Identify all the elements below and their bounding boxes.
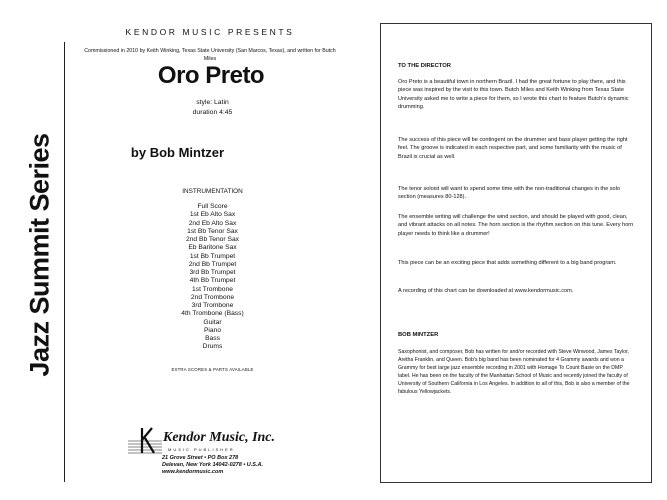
instrument-item: 2nd Trombone bbox=[190, 293, 235, 301]
director-paragraph: The ensemble writing will challenge the wind section, and should be played with good, clean, and vibrant attacks on all notes. The horn section is the rhythm section on this tune. Every horn player needs to think like a drummer! bbox=[398, 214, 634, 237]
instrument-item: 2nd Bb Tenor Sax bbox=[185, 236, 240, 243]
publisher-banner: KENDOR MUSIC PRESENTS bbox=[125, 27, 295, 37]
instrument-item: 1st Bb Trumpet bbox=[189, 252, 236, 260]
director-heading: TO THE DIRECTOR bbox=[398, 63, 451, 69]
duration-label: duration 4:45 bbox=[192, 109, 233, 116]
instrument-item: Bass bbox=[205, 335, 220, 342]
kendor-logo-icon bbox=[128, 425, 162, 457]
instrument-item: 4th Bb Trumpet bbox=[189, 277, 236, 285]
style-duration bbox=[80, 98, 345, 118]
director-paragraph: This piece can be an exciting piece that adds something different to a big band program. bbox=[398, 260, 617, 266]
director-paragraph: The tenor soloist will want to spend some time with the non-traditional changes in the solo section (measures 80-128). bbox=[398, 186, 621, 201]
instrument-item: 2nd Bb Trumpet bbox=[188, 260, 237, 268]
instrument-item: Drums bbox=[202, 343, 223, 351]
bio-heading: BOB MINTZER bbox=[398, 332, 439, 338]
instrument-item: 1st Trombone bbox=[192, 285, 233, 293]
address-line: Delevan, New York 14042-0278 • U.S.A. bbox=[162, 462, 263, 468]
notes-page bbox=[380, 23, 652, 483]
instrument-item: Eb Baritone Sax bbox=[188, 244, 237, 252]
instrument-item: 4th Trombone (Bass) bbox=[181, 310, 244, 318]
instrumentation-list bbox=[80, 203, 345, 352]
instrument-item: 3rd Trombone bbox=[191, 302, 234, 309]
instrumentation-heading: INSTRUMENTATION bbox=[182, 188, 243, 195]
publisher-tagline: MUSIC PUBLISHER bbox=[168, 447, 235, 452]
director-paragraph: A recording of this chart can be downloaded at www.kendormusic.com. bbox=[398, 288, 574, 294]
address-line: 21 Grove Street • PO Box 278 bbox=[162, 455, 239, 461]
director-paragraph: Oro Preto is a beautiful town in northern Brazil. I had the great fortune to play there, and this piece was inspired by the visit to this town. Butch Miles and Keith Winking from Texas State University asked me to write a piece for them, so I wrote this chart to feature Butch's dynamic drumming. bbox=[398, 79, 629, 111]
instrument-item: 2nd Eb Alto Sax bbox=[188, 219, 237, 227]
instrument-item: Piano bbox=[203, 326, 222, 334]
extras-note: EXTRA SCORES & PARTS AVAILABLE bbox=[171, 367, 254, 372]
website: www.kendormusic.com bbox=[162, 469, 224, 475]
piece-title: Oro Preto bbox=[157, 62, 265, 89]
instrument-item: 1st Eb Alto Sax bbox=[189, 211, 236, 219]
publisher-name: Kendor Music, Inc. bbox=[163, 430, 276, 445]
instrument-item: 3rd Bb Trumpet bbox=[189, 269, 236, 276]
instrument-item: Full Score bbox=[197, 203, 228, 210]
composer-credit: by Bob Mintzer bbox=[130, 145, 225, 160]
commission-note: Commissioned in 2010 by Keith Winking, Texas State University (San Marcos, Texas), and written for Butch Miles bbox=[84, 48, 336, 62]
instrument-item: Guitar bbox=[203, 318, 222, 326]
style-label: style: Latin bbox=[196, 99, 229, 106]
series-title: Jazz Summit Series bbox=[24, 133, 55, 377]
director-paragraph: The success of this piece will be contingent on the drummer and bass player getting the right feel. The groove is indicated in each respective part, and some familiarity with the music of Brazil is crucial as well. bbox=[398, 137, 628, 160]
bio-text: Saxophonist, and composer, Bob has written for and/or recorded with Steve Winwood, James Taylor, Aretha Franklin, and Queen. Bob's big band has been nominated for 4 Grammy awards and won a Grammy for best large jazz ensemble recording in 2001 with Homage To Count Basie on the DMP label. He has been on the faculty of the Manhattan School of Music and recently joined the faculty of University of Southern California in Los Angeles. In addition to all of this, Bob is also a member of the fabulous Yellowjackets. bbox=[398, 349, 630, 395]
series-divider bbox=[64, 42, 65, 482]
instrument-item: 1st Bb Tenor Sax bbox=[187, 227, 238, 235]
publisher-address bbox=[162, 455, 263, 476]
